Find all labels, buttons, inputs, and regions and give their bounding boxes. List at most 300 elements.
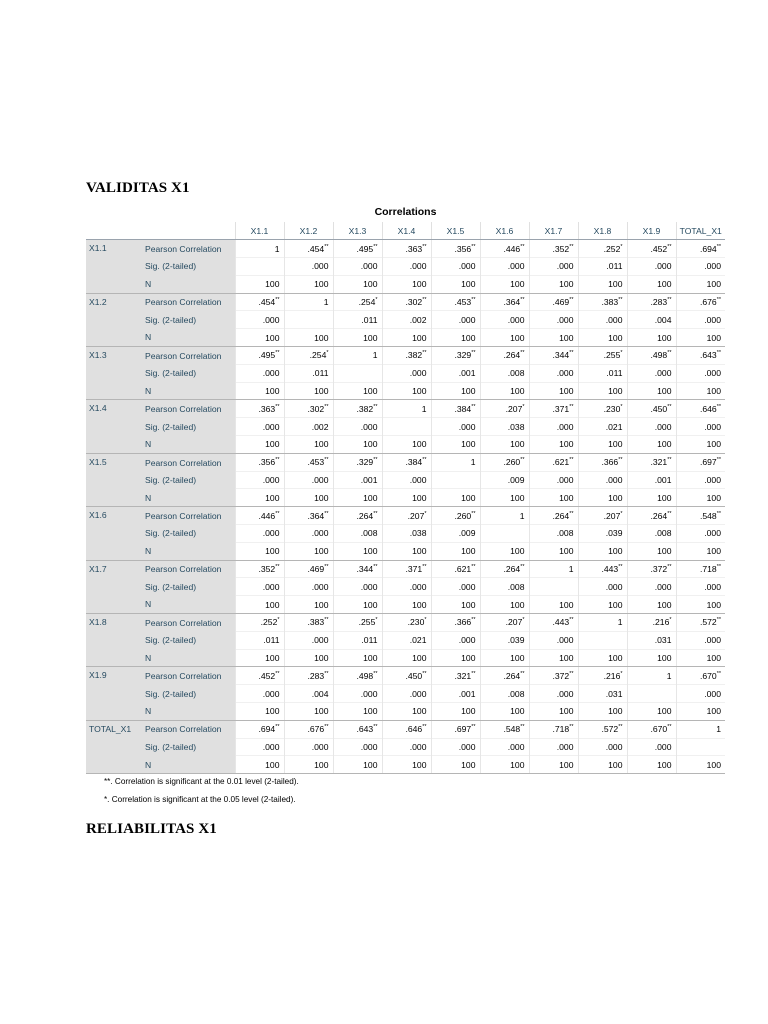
table-cell — [627, 560, 676, 578]
table-cell: 100 — [676, 542, 725, 560]
table-cell: 100 — [480, 382, 529, 400]
significance-marker: ** — [667, 403, 672, 410]
table-cell — [382, 507, 431, 525]
table-cell — [480, 525, 529, 543]
table-cell — [382, 614, 431, 632]
table-row — [86, 649, 725, 667]
cell-value: .548 — [699, 510, 717, 521]
column-header: X1.3 — [333, 222, 382, 240]
table-cell: 100 — [284, 542, 333, 560]
table-cell: .000 — [235, 418, 284, 436]
cell-value: .450 — [405, 670, 423, 681]
table-cell — [529, 560, 578, 578]
table-cell: .008 — [627, 525, 676, 543]
table-row — [86, 614, 725, 632]
cell-value: .469 — [552, 297, 570, 308]
row-statistic-label: Pearson Correlation — [139, 240, 235, 258]
cell-value: .264 — [356, 510, 374, 521]
table-cell: .021 — [578, 418, 627, 436]
significance-marker: ** — [471, 670, 476, 677]
table-cell — [480, 400, 529, 418]
table-cell — [333, 400, 382, 418]
table-cell — [529, 293, 578, 311]
row-statistic-label: Pearson Correlation — [139, 720, 235, 738]
footnote-significance-005: *. Correlation is significant at the 0.05 level (2-tailed). — [104, 795, 296, 804]
table-cell — [382, 667, 431, 685]
row-statistic-label: Sig. (2-tailed) — [139, 311, 235, 329]
table-cell: 100 — [627, 649, 676, 667]
table-cell: .000 — [578, 738, 627, 756]
row-variable-label: X1.7 — [86, 560, 139, 613]
cell-value: .216 — [603, 670, 621, 681]
significance-marker: ** — [569, 243, 574, 250]
table-row — [86, 578, 725, 596]
cell-value: .366 — [601, 457, 619, 468]
table-cell — [235, 293, 284, 311]
significance-marker: ** — [520, 457, 525, 464]
row-variable-label: X1.8 — [86, 614, 139, 667]
table-cell — [578, 400, 627, 418]
significance-marker: ** — [618, 297, 623, 304]
cell-value: .498 — [650, 350, 668, 361]
cell-value: .676 — [699, 297, 717, 308]
significance-marker: ** — [569, 297, 574, 304]
row-statistic-label: Pearson Correlation — [139, 507, 235, 525]
cell-value: .643 — [699, 350, 717, 361]
significance-marker: ** — [373, 724, 378, 731]
cell-value: .384 — [454, 403, 472, 414]
significance-marker: ** — [520, 670, 525, 677]
table-cell — [529, 667, 578, 685]
cell-value: .495 — [258, 350, 276, 361]
significance-marker: * — [424, 510, 427, 517]
cell-value: .302 — [405, 297, 423, 308]
table-cell: .000 — [431, 258, 480, 276]
table-cell: 100 — [480, 542, 529, 560]
table-cell: .008 — [480, 364, 529, 382]
table-cell: .000 — [284, 631, 333, 649]
table-row — [86, 525, 725, 543]
row-statistic-label: N — [139, 596, 235, 614]
table-cell — [431, 720, 480, 738]
cell-value: .676 — [307, 724, 325, 735]
table-cell — [284, 311, 333, 329]
table-cell — [382, 453, 431, 471]
table-cell: .000 — [676, 471, 725, 489]
row-statistic-label: N — [139, 489, 235, 507]
table-cell — [578, 293, 627, 311]
table-cell: .000 — [676, 258, 725, 276]
cell-value: .694 — [699, 243, 717, 254]
table-cell: .011 — [578, 364, 627, 382]
significance-marker: ** — [422, 350, 427, 357]
table-cell — [235, 258, 284, 276]
row-variable-label: X1.9 — [86, 667, 139, 720]
cell-value: .252 — [603, 243, 621, 254]
cell-value: .363 — [258, 403, 276, 414]
significance-marker: ** — [471, 510, 476, 517]
significance-marker: ** — [275, 564, 280, 571]
significance-marker: ** — [471, 617, 476, 624]
cell-value: .329 — [454, 350, 472, 361]
table-cell: .000 — [235, 685, 284, 703]
table-cell: .000 — [627, 578, 676, 596]
significance-marker: * — [277, 617, 280, 624]
table-cell: 100 — [431, 596, 480, 614]
table-cell: 100 — [578, 703, 627, 721]
table-cell — [333, 667, 382, 685]
table-cell — [627, 400, 676, 418]
cell-value: .697 — [699, 457, 717, 468]
table-cell — [676, 738, 725, 756]
table-cell: 100 — [235, 275, 284, 293]
significance-marker: * — [424, 617, 427, 624]
table-cell — [431, 400, 480, 418]
table-cell: .008 — [480, 685, 529, 703]
table-cell — [529, 614, 578, 632]
table-cell: 100 — [382, 275, 431, 293]
row-statistic-label: Pearson Correlation — [139, 293, 235, 311]
row-statistic-label: Pearson Correlation — [139, 347, 235, 365]
significance-marker: ** — [569, 403, 574, 410]
table-cell — [235, 667, 284, 685]
row-statistic-label: Sig. (2-tailed) — [139, 525, 235, 543]
table-cell — [284, 400, 333, 418]
table-row — [86, 418, 725, 436]
row-variable-label: X1.3 — [86, 347, 139, 400]
cell-value: .356 — [454, 243, 472, 254]
table-cell: 100 — [676, 436, 725, 454]
significance-marker: * — [375, 297, 378, 304]
table-cell — [284, 507, 333, 525]
column-header: X1.6 — [480, 222, 529, 240]
table-cell — [235, 560, 284, 578]
table-row — [86, 738, 725, 756]
table-cell: 100 — [431, 542, 480, 560]
table-cell: .008 — [480, 578, 529, 596]
table-cell: .000 — [676, 685, 725, 703]
significance-marker: ** — [422, 724, 427, 731]
table-cell: 100 — [431, 756, 480, 774]
significance-marker: ** — [569, 617, 574, 624]
table-cell — [235, 453, 284, 471]
table-cell: .000 — [431, 418, 480, 436]
table-cell: 100 — [627, 596, 676, 614]
table-cell: 100 — [235, 542, 284, 560]
significance-marker: ** — [520, 564, 525, 571]
cell-value: .452 — [650, 243, 668, 254]
header-blank-cell — [86, 222, 139, 240]
table-cell: .000 — [529, 258, 578, 276]
table-cell: .039 — [480, 631, 529, 649]
table-cell — [676, 667, 725, 685]
table-cell: 100 — [333, 436, 382, 454]
table-cell: 100 — [382, 596, 431, 614]
table-cell — [235, 614, 284, 632]
cell-value: .383 — [307, 617, 325, 628]
row-statistic-label: Pearson Correlation — [139, 400, 235, 418]
table-cell: .000 — [627, 738, 676, 756]
cell-value: .260 — [454, 510, 472, 521]
table-cell: 100 — [676, 703, 725, 721]
table-cell: 100 — [382, 542, 431, 560]
row-statistic-label: N — [139, 329, 235, 347]
table-cell: 100 — [578, 436, 627, 454]
table-cell: .000 — [676, 578, 725, 596]
table-cell — [578, 453, 627, 471]
table-cell: .000 — [235, 525, 284, 543]
table-cell: 100 — [676, 756, 725, 774]
table-cell: 100 — [431, 436, 480, 454]
table-cell: .011 — [333, 631, 382, 649]
table-cell: .000 — [480, 738, 529, 756]
significance-marker: ** — [373, 564, 378, 571]
table-cell: .000 — [676, 631, 725, 649]
table-cell — [578, 667, 627, 685]
table-cell: .000 — [382, 578, 431, 596]
cell-value: .356 — [258, 457, 276, 468]
cell-value: .207 — [505, 403, 523, 414]
table-cell — [431, 560, 480, 578]
column-header: X1.2 — [284, 222, 333, 240]
table-cell — [333, 240, 382, 258]
table-cell: 100 — [333, 329, 382, 347]
table-row — [86, 382, 725, 400]
cell-value: .283 — [307, 670, 325, 681]
table-cell: .004 — [627, 311, 676, 329]
table-cell: .000 — [333, 418, 382, 436]
table-cell: 100 — [431, 703, 480, 721]
table-cell: .011 — [578, 258, 627, 276]
table-cell: 100 — [284, 382, 333, 400]
table-cell: .000 — [235, 311, 284, 329]
table-cell: 100 — [627, 703, 676, 721]
table-cell — [431, 667, 480, 685]
table-cell: 100 — [431, 329, 480, 347]
cell-value: .372 — [650, 564, 668, 575]
table-cell: 100 — [480, 489, 529, 507]
header-blank-cell — [139, 222, 235, 240]
significance-marker: ** — [373, 457, 378, 464]
table-cell: .000 — [431, 578, 480, 596]
section-heading-validitas: VALIDITAS X1 — [86, 180, 190, 196]
significance-marker: ** — [275, 457, 280, 464]
table-row — [86, 436, 725, 454]
significance-marker: ** — [422, 243, 427, 250]
row-statistic-label: N — [139, 275, 235, 293]
row-variable-label: X1.2 — [86, 293, 139, 346]
row-statistic-label: Sig. (2-tailed) — [139, 418, 235, 436]
cell-value: 1 — [666, 670, 672, 681]
table-cell: 100 — [676, 329, 725, 347]
table-row — [86, 596, 725, 614]
table-cell — [431, 240, 480, 258]
table-cell: 100 — [431, 649, 480, 667]
table-cell: 100 — [480, 649, 529, 667]
cell-value: .469 — [307, 564, 325, 575]
table-cell — [235, 240, 284, 258]
table-cell: 100 — [382, 703, 431, 721]
significance-marker: ** — [716, 564, 721, 571]
table-cell — [431, 347, 480, 365]
table-cell: .009 — [431, 525, 480, 543]
row-variable-label: X1.6 — [86, 507, 139, 560]
significance-marker: ** — [275, 670, 280, 677]
significance-marker: ** — [422, 297, 427, 304]
row-statistic-label: N — [139, 756, 235, 774]
cell-value: .207 — [505, 617, 523, 628]
cell-value: 1 — [323, 297, 329, 308]
table-cell: .000 — [284, 738, 333, 756]
significance-marker: ** — [373, 403, 378, 410]
cell-value: .443 — [552, 617, 570, 628]
significance-marker: ** — [324, 403, 329, 410]
table-cell: 100 — [480, 596, 529, 614]
significance-marker: ** — [422, 564, 427, 571]
significance-marker: * — [375, 617, 378, 624]
table-cell — [578, 347, 627, 365]
table-cell — [676, 347, 725, 365]
row-statistic-label: N — [139, 703, 235, 721]
cell-value: .230 — [603, 403, 621, 414]
cell-value: .264 — [503, 350, 521, 361]
table-cell: .000 — [529, 311, 578, 329]
table-cell: .001 — [333, 471, 382, 489]
cell-value: .364 — [503, 297, 521, 308]
table-cell: 100 — [627, 489, 676, 507]
section-heading-reliabilitas: RELIABILITAS X1 — [86, 821, 217, 837]
table-cell — [578, 614, 627, 632]
table-cell: 100 — [235, 649, 284, 667]
table-cell: 100 — [578, 542, 627, 560]
table-row — [86, 507, 725, 525]
cell-value: 1 — [568, 564, 574, 575]
significance-marker: * — [522, 403, 525, 410]
table-cell: .000 — [431, 631, 480, 649]
table-cell — [627, 453, 676, 471]
table-cell — [676, 614, 725, 632]
table-cell — [284, 347, 333, 365]
significance-marker: ** — [275, 350, 280, 357]
cell-value: 1 — [716, 724, 721, 735]
table-cell — [676, 240, 725, 258]
row-statistic-label: Pearson Correlation — [139, 667, 235, 685]
table-cell: .000 — [627, 258, 676, 276]
cell-value: 1 — [372, 350, 378, 361]
table-row — [86, 240, 725, 258]
row-statistic-label: N — [139, 382, 235, 400]
row-statistic-label: Sig. (2-tailed) — [139, 364, 235, 382]
significance-marker: ** — [667, 724, 672, 731]
table-cell: 100 — [284, 756, 333, 774]
table-cell: .031 — [578, 685, 627, 703]
table-cell: .002 — [382, 311, 431, 329]
table-cell — [627, 720, 676, 738]
table-cell: .008 — [529, 525, 578, 543]
table-cell — [627, 347, 676, 365]
significance-marker: ** — [667, 243, 672, 250]
significance-marker: ** — [716, 243, 721, 250]
cell-value: .352 — [258, 564, 276, 575]
table-cell: 100 — [529, 649, 578, 667]
table-cell: .000 — [529, 685, 578, 703]
cell-value: 1 — [421, 403, 427, 414]
table-cell: .008 — [333, 525, 382, 543]
table-cell — [333, 614, 382, 632]
table-cell — [382, 418, 431, 436]
table-cell — [529, 347, 578, 365]
table-cell — [627, 293, 676, 311]
table-row — [86, 364, 725, 382]
table-cell: 100 — [284, 489, 333, 507]
table-cell: 100 — [235, 329, 284, 347]
table-cell: 100 — [529, 542, 578, 560]
significance-marker: ** — [275, 403, 280, 410]
table-cell: 100 — [627, 329, 676, 347]
cell-value: .446 — [258, 510, 276, 521]
table-cell: .000 — [333, 258, 382, 276]
table-cell — [529, 720, 578, 738]
table-cell: .000 — [382, 471, 431, 489]
table-row — [86, 756, 725, 774]
table-cell — [284, 560, 333, 578]
table-cell: .000 — [676, 418, 725, 436]
row-statistic-label: Pearson Correlation — [139, 453, 235, 471]
significance-marker: ** — [471, 297, 476, 304]
table-cell: .000 — [284, 258, 333, 276]
table-row — [86, 329, 725, 347]
table-cell: .000 — [382, 258, 431, 276]
column-header: X1.4 — [382, 222, 431, 240]
cell-value: .384 — [405, 457, 423, 468]
cell-value: .718 — [552, 724, 570, 735]
table-cell: 100 — [284, 275, 333, 293]
table-cell — [480, 347, 529, 365]
table-cell: 100 — [529, 703, 578, 721]
cell-value: .646 — [405, 724, 423, 735]
significance-marker: ** — [667, 510, 672, 517]
table-cell: 100 — [578, 756, 627, 774]
table-cell — [529, 507, 578, 525]
significance-marker: ** — [618, 724, 623, 731]
significance-marker: ** — [471, 724, 476, 731]
table-cell: 100 — [627, 436, 676, 454]
table-row — [86, 347, 725, 365]
table-cell: 100 — [235, 382, 284, 400]
table-row — [86, 471, 725, 489]
cell-value: .255 — [603, 350, 621, 361]
cell-value: .446 — [503, 243, 521, 254]
table-cell — [333, 347, 382, 365]
table-cell: .000 — [235, 364, 284, 382]
cell-value: .371 — [405, 564, 423, 575]
column-header: X1.8 — [578, 222, 627, 240]
row-statistic-label: N — [139, 436, 235, 454]
significance-marker: ** — [520, 297, 525, 304]
table-title: Correlations — [374, 206, 437, 218]
footnote-significance-001: **. Correlation is significant at the 0.01 level (2-tailed). — [104, 777, 299, 786]
table-row — [86, 275, 725, 293]
cell-value: .452 — [258, 670, 276, 681]
table-cell: .000 — [578, 578, 627, 596]
table-cell — [284, 720, 333, 738]
table-cell: 100 — [333, 703, 382, 721]
significance-marker: ** — [618, 564, 623, 571]
cell-value: .670 — [650, 724, 668, 735]
cell-value: .254 — [358, 297, 376, 308]
significance-marker: ** — [373, 510, 378, 517]
table-cell: .000 — [627, 364, 676, 382]
